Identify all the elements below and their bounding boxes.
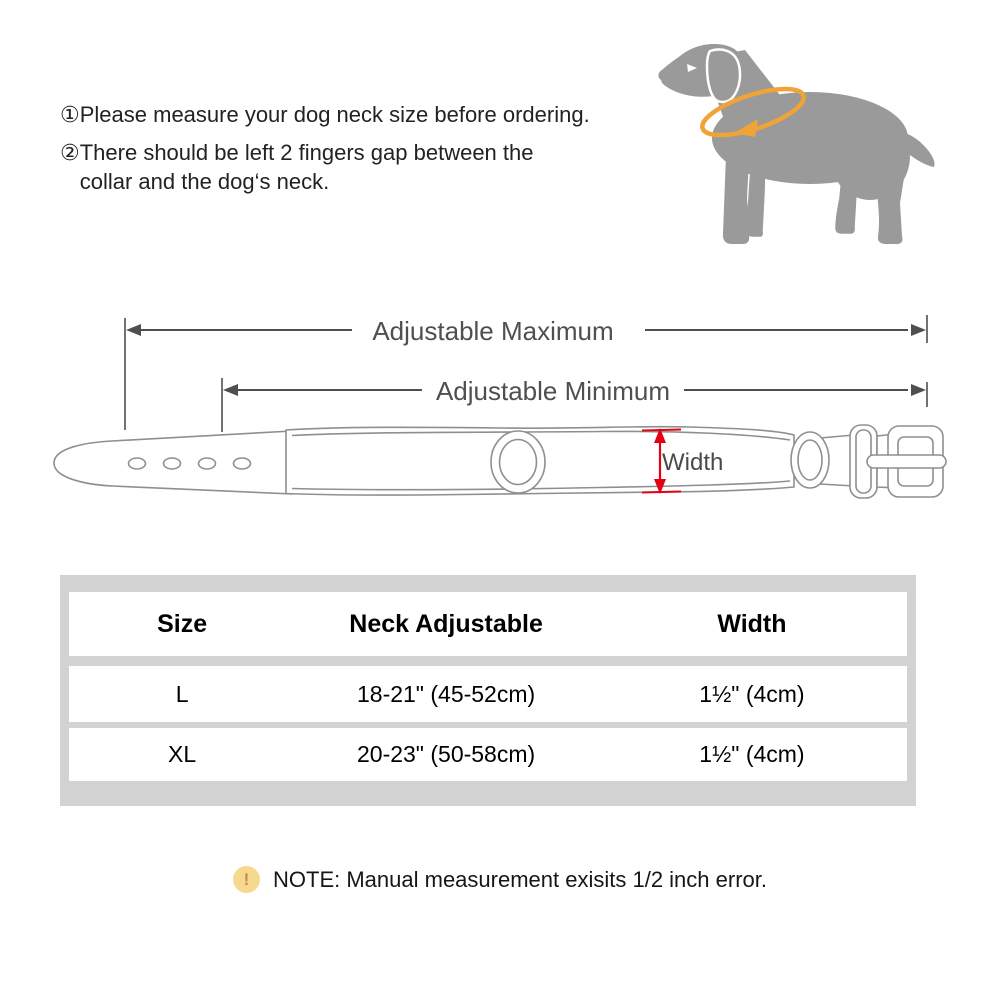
collar-buckle-prong <box>867 455 946 468</box>
dog-illustration <box>650 38 940 263</box>
dog-front-leg-near <box>723 156 749 244</box>
adjustable-minimum-label: Adjustable Minimum <box>422 376 684 407</box>
table-row <box>69 728 907 781</box>
cell-neck-l: 18-21" (45-52cm) <box>356 680 536 707</box>
instruction-item-1 <box>60 100 700 129</box>
header-width: Width <box>717 609 787 638</box>
header-size: Size <box>157 609 208 638</box>
instruction-1-text: Please measure your dog neck size before ordering. <box>79 102 590 127</box>
cell-neck-xl: 20-23" (50-58cm) <box>356 741 536 767</box>
cell-size-l: L <box>175 680 189 707</box>
instruction-2-marker: ② <box>60 140 80 165</box>
note-bar <box>0 866 1000 893</box>
exclamation-icon: ! <box>233 866 260 893</box>
instruction-1-marker: ① <box>60 102 80 127</box>
collar-d-ring <box>491 431 545 493</box>
instruction-item-2 <box>60 138 700 196</box>
adjustable-maximum-label: Adjustable Maximum <box>358 316 627 347</box>
cell-width-l: 1½" (4cm) <box>699 680 805 707</box>
instructions-list <box>60 100 700 196</box>
header-neck-adjustable: Neck Adjustable <box>349 609 543 638</box>
instruction-2-text: There should be left 2 fingers gap between the collar and the dog‘s neck. <box>79 140 534 194</box>
dog-ear <box>707 49 740 102</box>
table-row <box>69 666 907 722</box>
size-table <box>60 575 916 806</box>
size-table-header-row <box>69 592 907 656</box>
collar-diagram <box>40 415 970 520</box>
collar-o-ring <box>791 432 829 488</box>
cell-width-xl: 1½" (4cm) <box>699 741 805 767</box>
cell-size-xl: XL <box>168 741 197 767</box>
note-text: NOTE: Manual measurement exisits 1/2 inch error. <box>273 866 767 892</box>
width-dimension-label: Width <box>662 449 724 476</box>
dog-rear-leg-near <box>876 173 904 244</box>
